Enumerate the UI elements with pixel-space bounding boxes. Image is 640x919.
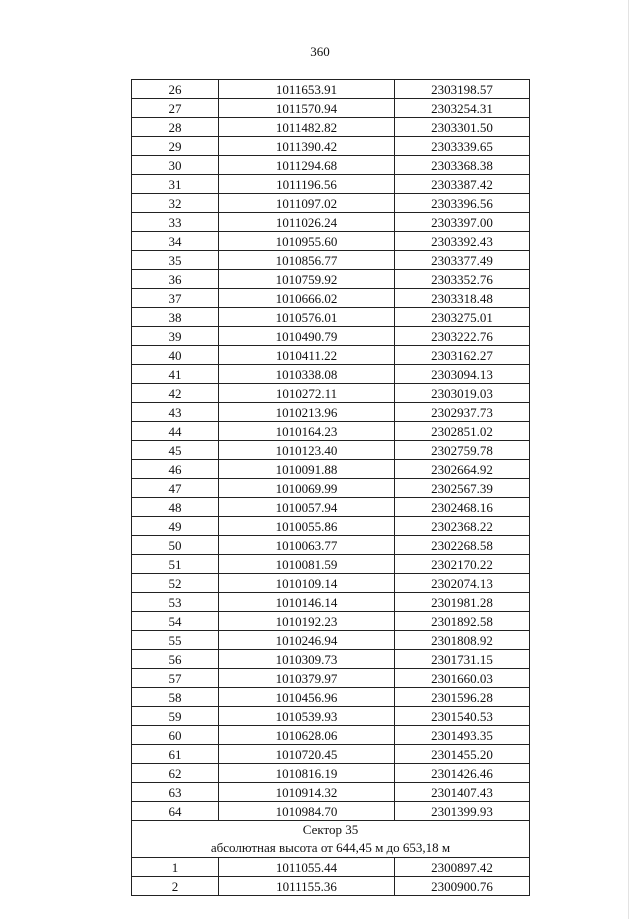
x-coordinate-cell: 1010955.60 [219, 232, 395, 251]
y-coordinate-cell: 2301493.35 [395, 726, 530, 745]
point-number-cell: 37 [132, 289, 219, 308]
y-coordinate-cell: 2303392.43 [395, 232, 530, 251]
x-coordinate-cell: 1011390.42 [219, 137, 395, 156]
sector-header-row [132, 821, 530, 858]
table-row [132, 175, 530, 194]
y-coordinate-cell: 2302567.39 [395, 479, 530, 498]
x-coordinate-cell: 1010109.14 [219, 574, 395, 593]
x-coordinate-cell: 1010411.22 [219, 346, 395, 365]
point-number-cell: 26 [132, 80, 219, 99]
table-row [132, 650, 530, 669]
table-row [132, 289, 530, 308]
point-number-cell: 1 [132, 858, 219, 877]
table-row [132, 612, 530, 631]
x-coordinate-cell: 1010539.93 [219, 707, 395, 726]
table-row [132, 688, 530, 707]
y-coordinate-cell: 2301596.28 [395, 688, 530, 707]
y-coordinate-cell: 2303387.42 [395, 175, 530, 194]
x-coordinate-cell: 1011570.94 [219, 99, 395, 118]
point-number-cell: 60 [132, 726, 219, 745]
x-coordinate-cell: 1011026.24 [219, 213, 395, 232]
point-number-cell: 38 [132, 308, 219, 327]
x-coordinate-cell: 1010246.94 [219, 631, 395, 650]
x-coordinate-cell: 1010576.01 [219, 308, 395, 327]
point-number-cell: 57 [132, 669, 219, 688]
point-number-cell: 43 [132, 403, 219, 422]
x-coordinate-cell: 1010309.73 [219, 650, 395, 669]
sector-table-body [132, 858, 530, 896]
y-coordinate-cell: 2302468.16 [395, 498, 530, 517]
y-coordinate-cell: 2302368.22 [395, 517, 530, 536]
x-coordinate-cell: 1010984.70 [219, 802, 395, 821]
x-coordinate-cell: 1010081.59 [219, 555, 395, 574]
point-number-cell: 42 [132, 384, 219, 403]
table-row [132, 213, 530, 232]
y-coordinate-cell: 2301426.46 [395, 764, 530, 783]
y-coordinate-cell: 2302074.13 [395, 574, 530, 593]
coordinates-table [131, 79, 530, 896]
table-row [132, 403, 530, 422]
point-number-cell: 44 [132, 422, 219, 441]
y-coordinate-cell: 2303318.48 [395, 289, 530, 308]
point-number-cell: 31 [132, 175, 219, 194]
table-row [132, 783, 530, 802]
table-row [132, 745, 530, 764]
y-coordinate-cell: 2300897.42 [395, 858, 530, 877]
table-row [132, 441, 530, 460]
y-coordinate-cell: 2301892.58 [395, 612, 530, 631]
table-row [132, 669, 530, 688]
point-number-cell: 48 [132, 498, 219, 517]
point-number-cell: 50 [132, 536, 219, 555]
x-coordinate-cell: 1010164.23 [219, 422, 395, 441]
x-coordinate-cell: 1011482.82 [219, 118, 395, 137]
table-row [132, 80, 530, 99]
coordinates-table-body [132, 80, 530, 821]
x-coordinate-cell: 1010123.40 [219, 441, 395, 460]
y-coordinate-cell: 2302664.92 [395, 460, 530, 479]
sector-table-row [132, 877, 530, 896]
y-coordinate-cell: 2303396.56 [395, 194, 530, 213]
table-row [132, 327, 530, 346]
x-coordinate-cell: 1010628.06 [219, 726, 395, 745]
point-number-cell: 36 [132, 270, 219, 289]
point-number-cell: 64 [132, 802, 219, 821]
point-number-cell: 2 [132, 877, 219, 896]
point-number-cell: 52 [132, 574, 219, 593]
y-coordinate-cell: 2303352.76 [395, 270, 530, 289]
point-number-cell: 51 [132, 555, 219, 574]
table-row [132, 118, 530, 137]
point-number-cell: 33 [132, 213, 219, 232]
y-coordinate-cell: 2302759.78 [395, 441, 530, 460]
sector-altitude: абсолютная высота от 644,45 м до 653,18 м [210, 840, 451, 855]
y-coordinate-cell: 2303339.65 [395, 137, 530, 156]
table-row [132, 555, 530, 574]
y-coordinate-cell: 2303222.76 [395, 327, 530, 346]
point-number-cell: 29 [132, 137, 219, 156]
point-number-cell: 58 [132, 688, 219, 707]
point-number-cell: 41 [132, 365, 219, 384]
x-coordinate-cell: 1010856.77 [219, 251, 395, 270]
y-coordinate-cell: 2303275.01 [395, 308, 530, 327]
page-edge-line [628, 0, 629, 919]
table-row [132, 194, 530, 213]
y-coordinate-cell: 2301399.93 [395, 802, 530, 821]
sector-title: Сектор 35 [302, 822, 359, 837]
table-row [132, 365, 530, 384]
y-coordinate-cell: 2303254.31 [395, 99, 530, 118]
y-coordinate-cell: 2303397.00 [395, 213, 530, 232]
x-coordinate-cell: 1010666.02 [219, 289, 395, 308]
y-coordinate-cell: 2301731.15 [395, 650, 530, 669]
x-coordinate-cell: 1010069.99 [219, 479, 395, 498]
x-coordinate-cell: 1010914.32 [219, 783, 395, 802]
x-coordinate-cell: 1010063.77 [219, 536, 395, 555]
y-coordinate-cell: 2302851.02 [395, 422, 530, 441]
y-coordinate-cell: 2301455.20 [395, 745, 530, 764]
point-number-cell: 45 [132, 441, 219, 460]
y-coordinate-cell: 2303162.27 [395, 346, 530, 365]
table-row [132, 536, 530, 555]
table-row [132, 764, 530, 783]
y-coordinate-cell: 2303198.57 [395, 80, 530, 99]
y-coordinate-cell: 2303094.13 [395, 365, 530, 384]
point-number-cell: 47 [132, 479, 219, 498]
y-coordinate-cell: 2302170.22 [395, 555, 530, 574]
table-row [132, 726, 530, 745]
y-coordinate-cell: 2300900.76 [395, 877, 530, 896]
table-row [132, 232, 530, 251]
table-row [132, 308, 530, 327]
x-coordinate-cell: 1011055.44 [219, 858, 395, 877]
point-number-cell: 49 [132, 517, 219, 536]
x-coordinate-cell: 1011155.36 [219, 877, 395, 896]
y-coordinate-cell: 2303019.03 [395, 384, 530, 403]
x-coordinate-cell: 1010720.45 [219, 745, 395, 764]
page-number: 360 [310, 44, 330, 59]
x-coordinate-cell: 1011097.02 [219, 194, 395, 213]
table-row [132, 384, 530, 403]
point-number-cell: 63 [132, 783, 219, 802]
x-coordinate-cell: 1010338.08 [219, 365, 395, 384]
point-number-cell: 59 [132, 707, 219, 726]
x-coordinate-cell: 1010759.92 [219, 270, 395, 289]
x-coordinate-cell: 1010091.88 [219, 460, 395, 479]
table-row [132, 251, 530, 270]
point-number-cell: 62 [132, 764, 219, 783]
x-coordinate-cell: 1010192.23 [219, 612, 395, 631]
y-coordinate-cell: 2303301.50 [395, 118, 530, 137]
table-row [132, 422, 530, 441]
point-number-cell: 54 [132, 612, 219, 631]
point-number-cell: 61 [132, 745, 219, 764]
point-number-cell: 55 [132, 631, 219, 650]
x-coordinate-cell: 1011294.68 [219, 156, 395, 175]
point-number-cell: 34 [132, 232, 219, 251]
y-coordinate-cell: 2301540.53 [395, 707, 530, 726]
y-coordinate-cell: 2303368.38 [395, 156, 530, 175]
sector-header [132, 821, 530, 858]
table-row [132, 593, 530, 612]
point-number-cell: 30 [132, 156, 219, 175]
table-row [132, 498, 530, 517]
x-coordinate-cell: 1010146.14 [219, 593, 395, 612]
x-coordinate-cell: 1010057.94 [219, 498, 395, 517]
y-coordinate-cell: 2301981.28 [395, 593, 530, 612]
table-row [132, 156, 530, 175]
table-row [132, 346, 530, 365]
y-coordinate-cell: 2302268.58 [395, 536, 530, 555]
table-row [132, 574, 530, 593]
point-number-cell: 40 [132, 346, 219, 365]
x-coordinate-cell: 1010816.19 [219, 764, 395, 783]
table-row [132, 802, 530, 821]
point-number-cell: 35 [132, 251, 219, 270]
y-coordinate-cell: 2302937.73 [395, 403, 530, 422]
x-coordinate-cell: 1011196.56 [219, 175, 395, 194]
table-row [132, 479, 530, 498]
point-number-cell: 27 [132, 99, 219, 118]
point-number-cell: 53 [132, 593, 219, 612]
point-number-cell: 46 [132, 460, 219, 479]
table-row [132, 460, 530, 479]
table-row [132, 99, 530, 118]
point-number-cell: 56 [132, 650, 219, 669]
sector-header-body [132, 821, 530, 858]
point-number-cell: 39 [132, 327, 219, 346]
table-row [132, 631, 530, 650]
x-coordinate-cell: 1010213.96 [219, 403, 395, 422]
x-coordinate-cell: 1010456.96 [219, 688, 395, 707]
point-number-cell: 32 [132, 194, 219, 213]
y-coordinate-cell: 2301808.92 [395, 631, 530, 650]
x-coordinate-cell: 1010379.97 [219, 669, 395, 688]
y-coordinate-cell: 2303377.49 [395, 251, 530, 270]
y-coordinate-cell: 2301660.03 [395, 669, 530, 688]
table-row [132, 707, 530, 726]
sector-table-row [132, 858, 530, 877]
x-coordinate-cell: 1011653.91 [219, 80, 395, 99]
table-row [132, 137, 530, 156]
x-coordinate-cell: 1010490.79 [219, 327, 395, 346]
table-row [132, 517, 530, 536]
table-row [132, 270, 530, 289]
x-coordinate-cell: 1010055.86 [219, 517, 395, 536]
y-coordinate-cell: 2301407.43 [395, 783, 530, 802]
x-coordinate-cell: 1010272.11 [219, 384, 395, 403]
point-number-cell: 28 [132, 118, 219, 137]
